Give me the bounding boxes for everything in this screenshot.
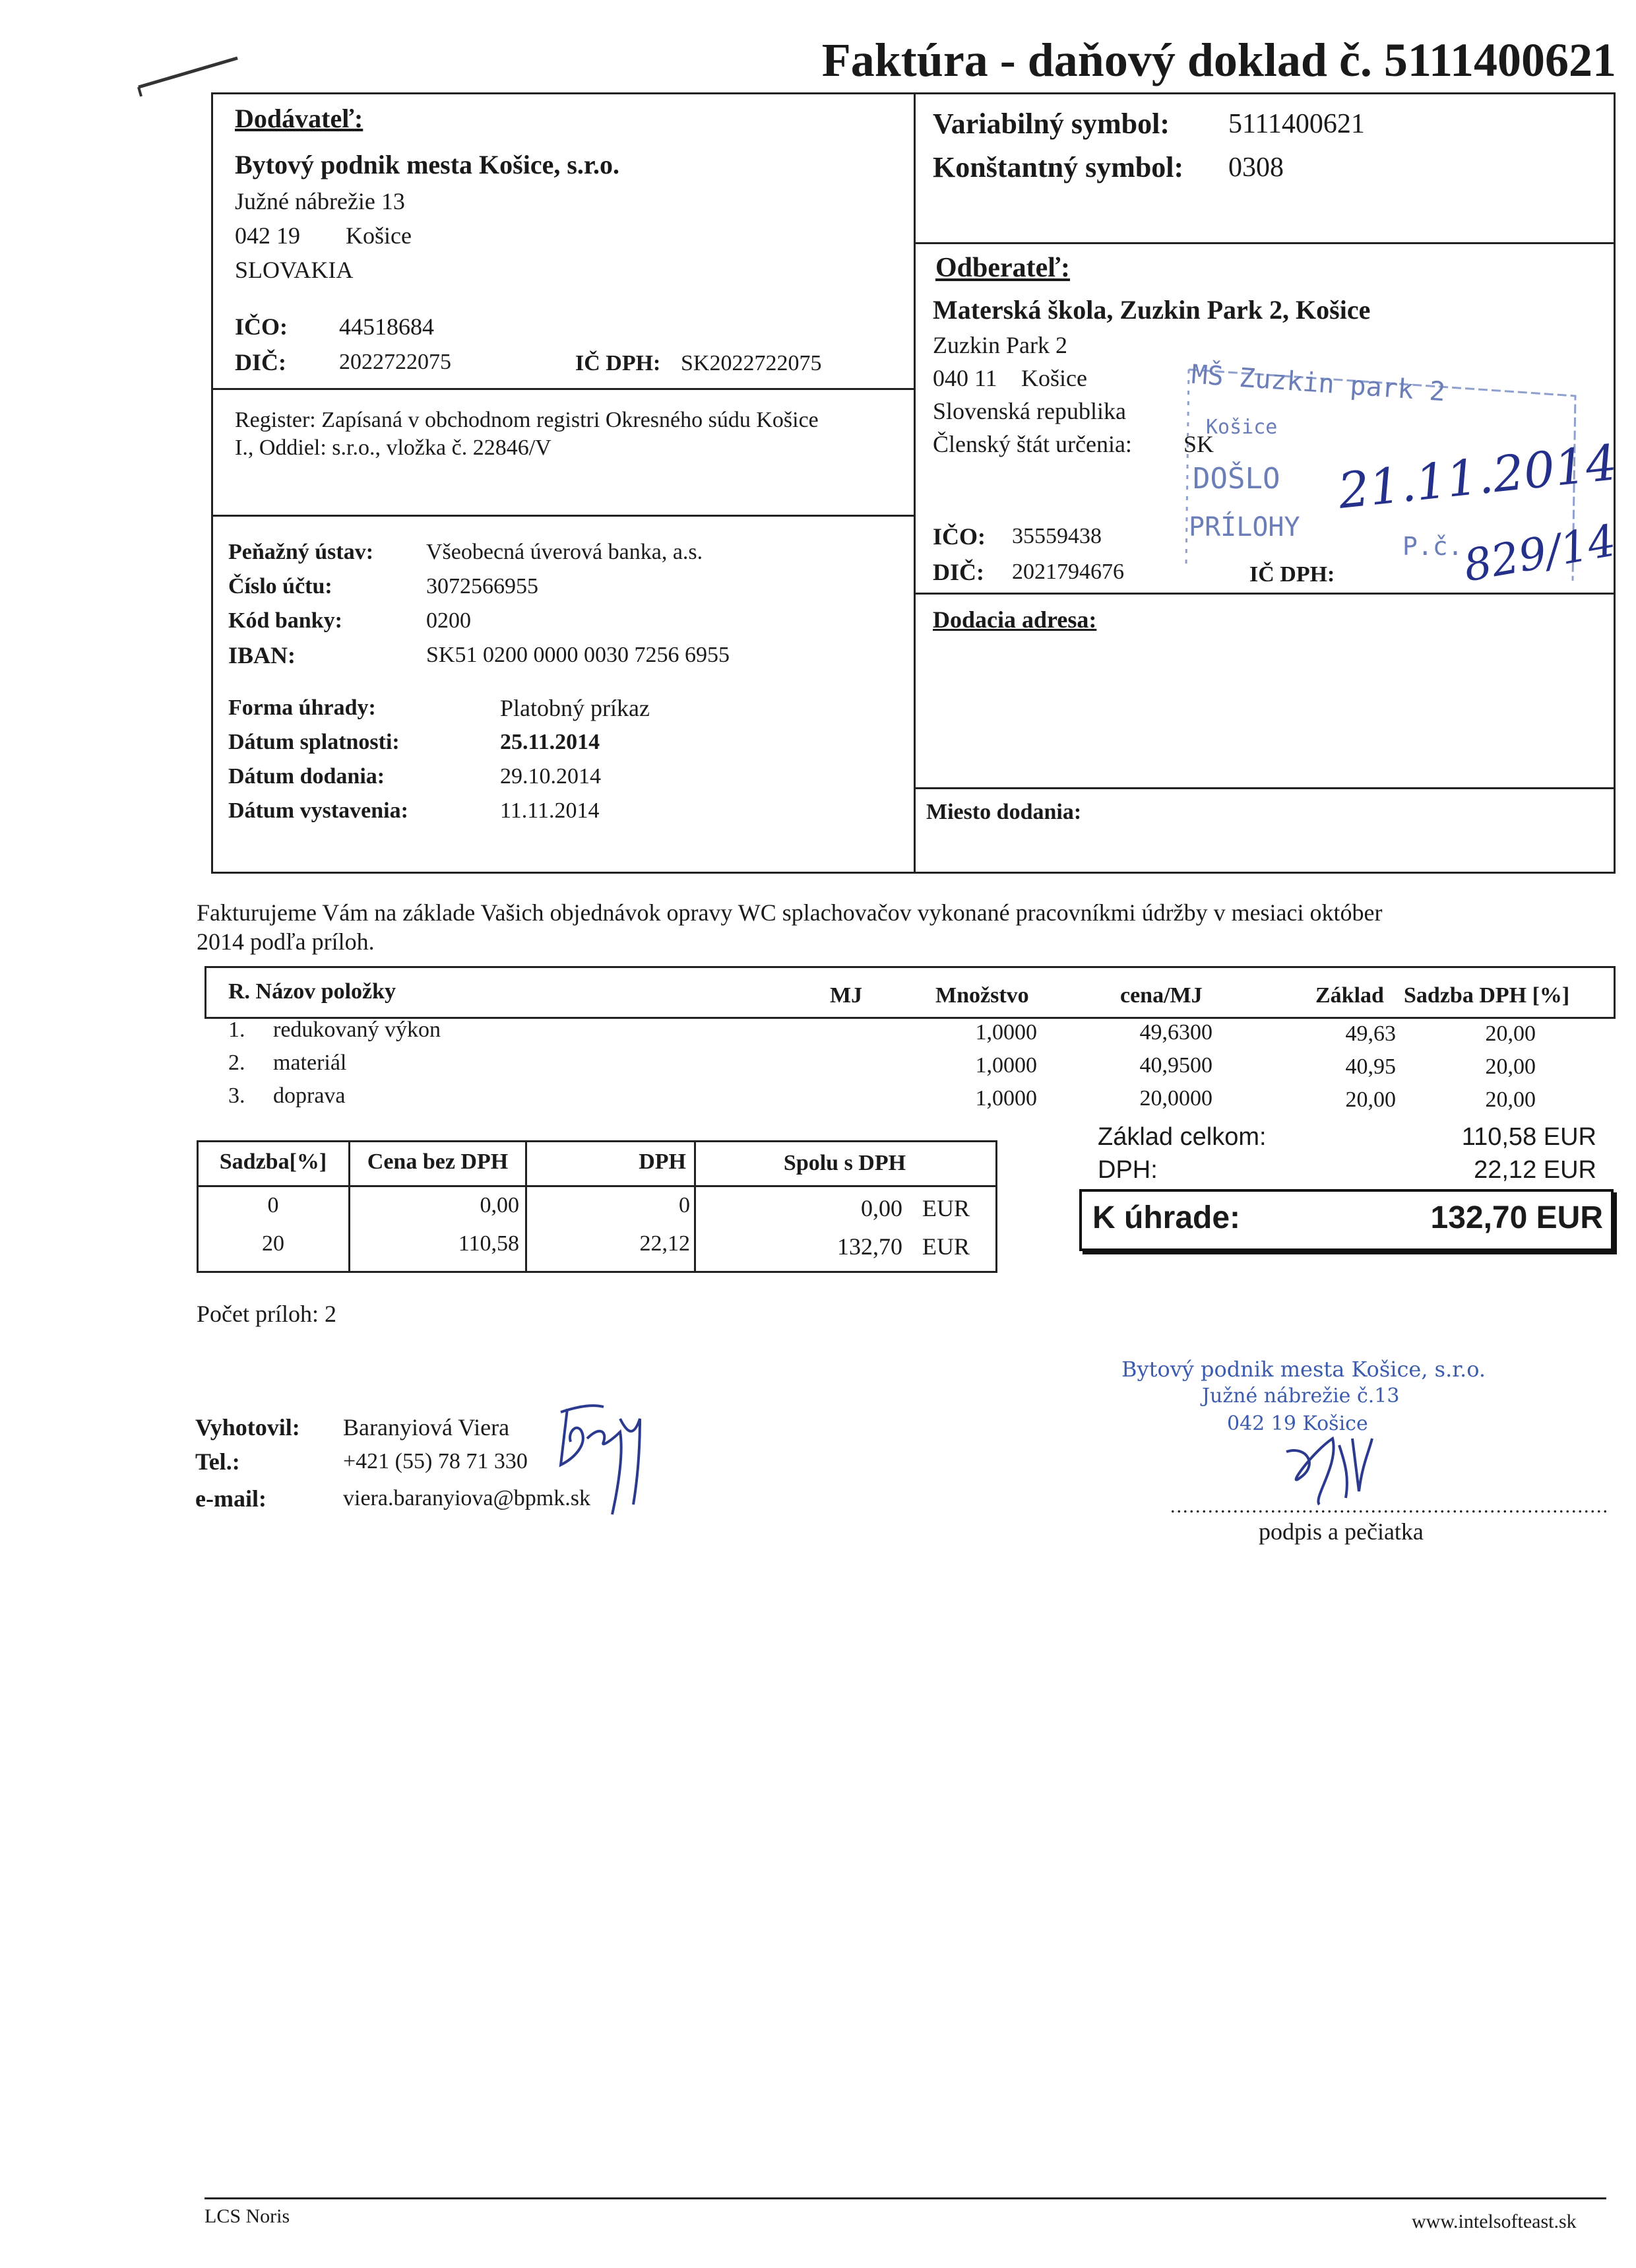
items-header-base: Základ [1315, 983, 1384, 1008]
stamp-line1: MŠ Zuzkin park 2 [1190, 359, 1447, 408]
total-vat-value: 22,12 EUR [1474, 1156, 1596, 1184]
register-line2: I., Oddiel: s.r.o., vložka č. 22846/V [235, 436, 551, 460]
item-base: 49,63 [1345, 1021, 1396, 1046]
item-qty: 1,0000 [975, 1053, 1037, 1078]
item-name: materiál [273, 1051, 347, 1075]
customer-name: Materská škola, Zuzkin Park 2, Košice [933, 295, 1371, 325]
seal-line1: Bytový podnik mesta Košice, s.r.o. [1121, 1357, 1486, 1382]
supplier-icdph-label: IČ DPH: [575, 351, 661, 375]
item-price: 40,9500 [1139, 1053, 1212, 1078]
vat-base: 110,58 [458, 1231, 519, 1256]
item-nr: 1. [228, 1018, 245, 1042]
amount-due-value: 132,70 EUR [1430, 1200, 1603, 1235]
bank-iban: SK51 0200 0000 0030 7256 6955 [426, 643, 730, 667]
item-rate: 20,00 [1485, 1021, 1536, 1046]
prepared-tel: +421 (55) 78 71 330 [343, 1449, 528, 1474]
received-stamp [1180, 350, 1620, 594]
customer-street: Zuzkin Park 2 [933, 332, 1067, 358]
item-qty: 1,0000 [975, 1020, 1037, 1045]
vat-rate: 20 [262, 1231, 284, 1256]
customer-dic-label: DIČ: [933, 559, 984, 585]
prepared-email: viera.baranyiova@bpmk.sk [343, 1486, 590, 1510]
item-base: 20,00 [1345, 1087, 1396, 1112]
customer-postal: 040 11 [933, 365, 997, 391]
vat-header-vat: DPH [639, 1150, 686, 1174]
supplier-name: Bytový podnik mesta Košice, s.r.o. [235, 150, 620, 179]
bank-acc: 3072566955 [426, 574, 538, 599]
item-base: 40,95 [1345, 1054, 1396, 1079]
bank-iban-label: IBAN: [228, 642, 296, 668]
total-base-value: 110,58 EUR [1461, 1123, 1596, 1151]
items-header-price: cena/MJ [1120, 983, 1203, 1008]
bank-code-label: Kód banky: [228, 608, 342, 633]
prepared-tel-label: Tel.: [195, 1448, 240, 1475]
pay-due: 25.11.2014 [500, 730, 600, 754]
supplier-icdph: SK2022722075 [681, 351, 822, 375]
vat-total: 0,00 [861, 1195, 902, 1221]
supplier-postal: 042 19 [235, 222, 300, 249]
vat-header-base: Cena bez DPH [367, 1150, 509, 1174]
vat-header-rate: Sadzba[%] [219, 1150, 327, 1174]
staple-mark [132, 46, 244, 99]
intro-line1: Fakturujeme Vám na základe Vašich objednávok opravy WC splachovačov vykonané pracovníkmi údržby v mesiaci október [197, 899, 1383, 926]
register-line1: Register: Zapísaná v obchodnom registri Okresného súdu Košice [235, 408, 819, 432]
stamp-line5: P.č. [1402, 532, 1463, 561]
const-symbol-label: Konštantný symbol: [933, 151, 1184, 183]
const-symbol: 0308 [1228, 152, 1284, 183]
customer-member-label: Členský štát určenia: [933, 431, 1132, 457]
supplier-country: SLOVAKIA [235, 257, 354, 283]
bank-inst: Všeobecná úverová banka, a.s. [426, 540, 703, 564]
intro-line2: 2014 podľa príloh. [197, 928, 375, 955]
item-qty: 1,0000 [975, 1086, 1037, 1111]
supplier-city: Košice [346, 222, 412, 249]
delivery-place-label: Miesto dodania: [926, 800, 1082, 824]
items-header-qty: Množstvo [935, 983, 1029, 1008]
pay-form: Platobný príkaz [500, 695, 650, 721]
vat-rate: 0 [267, 1193, 279, 1217]
item-nr: 2. [228, 1051, 245, 1075]
customer-country: Slovenská republika [933, 398, 1126, 424]
total-base-label: Základ celkom: [1098, 1123, 1267, 1151]
customer-member-value: SK [1183, 431, 1214, 457]
customer-heading: Odberateľ: [935, 253, 1070, 283]
pay-delivered: 29.10.2014 [500, 764, 601, 789]
vat-amount: 22,12 [639, 1231, 690, 1256]
item-name: doprava [273, 1084, 346, 1108]
pay-due-label: Dátum splatnosti: [228, 730, 400, 754]
supplier-heading: Dodávateľ: [235, 104, 363, 133]
footer-right: www.intelsofteast.sk [1412, 2211, 1577, 2232]
stamp-line4: PRÍLOHY [1189, 512, 1300, 542]
item-name: redukovaný výkon [273, 1018, 441, 1042]
invoice-title: Faktúra - daňový doklad č. 5111400621 [821, 34, 1616, 86]
bank-acc-label: Číslo účtu: [228, 574, 332, 599]
supplier-dic-label: DIČ: [235, 349, 286, 375]
vat-header-total: Spolu s DPH [783, 1151, 906, 1175]
prepared-email-label: e-mail: [195, 1485, 267, 1512]
vat-currency: EUR [922, 1233, 970, 1260]
item-price: 20,0000 [1139, 1086, 1212, 1111]
stamp-handwritten-number: 829/14 [1460, 515, 1620, 592]
seal-line3: 042 19 Košice [1227, 1412, 1368, 1435]
pay-form-label: Forma úhrady: [228, 696, 376, 720]
customer-ico-label: IČO: [933, 523, 986, 550]
footer-left: LCS Noris [204, 2205, 290, 2227]
vat-base: 0,00 [480, 1193, 519, 1217]
stamp-line3: DOŠLO [1193, 462, 1280, 496]
customer-dic: 2021794676 [1012, 560, 1124, 584]
seal-line2: Južné nábrežie č.13 [1202, 1384, 1400, 1408]
item-nr: 3. [228, 1084, 245, 1108]
stamp-line2: Košice [1206, 416, 1278, 439]
delivery-address-heading: Dodacia adresa: [933, 606, 1097, 633]
prepared-by-label: Vyhotovil: [195, 1414, 300, 1441]
pay-issued-label: Dátum vystavenia: [228, 798, 408, 823]
item-price: 49,6300 [1139, 1020, 1212, 1045]
stamp-handwritten-date: 21.11.2014 [1335, 434, 1620, 520]
items-header-rate: Sadzba DPH [%] [1404, 983, 1570, 1008]
attachments-count: Počet príloh: 2 [197, 1301, 336, 1327]
items-header-name: R. Názov položky [228, 979, 396, 1004]
footer-divider [204, 2197, 1606, 2199]
item-rate: 20,00 [1485, 1087, 1536, 1112]
customer-icdph-label: IČ DPH: [1249, 562, 1335, 587]
total-vat-label: DPH: [1098, 1156, 1158, 1184]
pay-delivered-label: Dátum dodania: [228, 764, 385, 789]
vat-total: 132,70 [837, 1233, 902, 1260]
vat-amount: 0 [679, 1193, 690, 1217]
items-header-mj: MJ [830, 983, 863, 1008]
bank-code: 0200 [426, 608, 471, 633]
handwritten-signature-icon [541, 1392, 660, 1524]
supplier-ico-label: IČO: [235, 313, 288, 340]
supplier-ico: 44518684 [339, 313, 434, 340]
signature-line: ...................................................................... [1170, 1495, 1609, 1517]
pay-issued: 11.11.2014 [500, 798, 600, 823]
vat-currency: EUR [922, 1195, 970, 1221]
customer-ico: 35559438 [1012, 524, 1102, 548]
supplier-dic: 2022722075 [339, 350, 451, 374]
item-rate: 20,00 [1485, 1054, 1536, 1079]
signature-caption: podpis a pečiatka [1259, 1518, 1424, 1545]
supplier-street: Južné nábrežie 13 [235, 188, 405, 214]
amount-due-label: K úhrade: [1092, 1200, 1241, 1235]
var-symbol-label: Variabilný symbol: [933, 108, 1170, 140]
var-symbol: 5111400621 [1228, 109, 1365, 139]
bank-inst-label: Peňažný ústav: [228, 540, 374, 564]
prepared-by: Baranyiová Viera [343, 1414, 510, 1441]
customer-city: Košice [1021, 365, 1087, 391]
